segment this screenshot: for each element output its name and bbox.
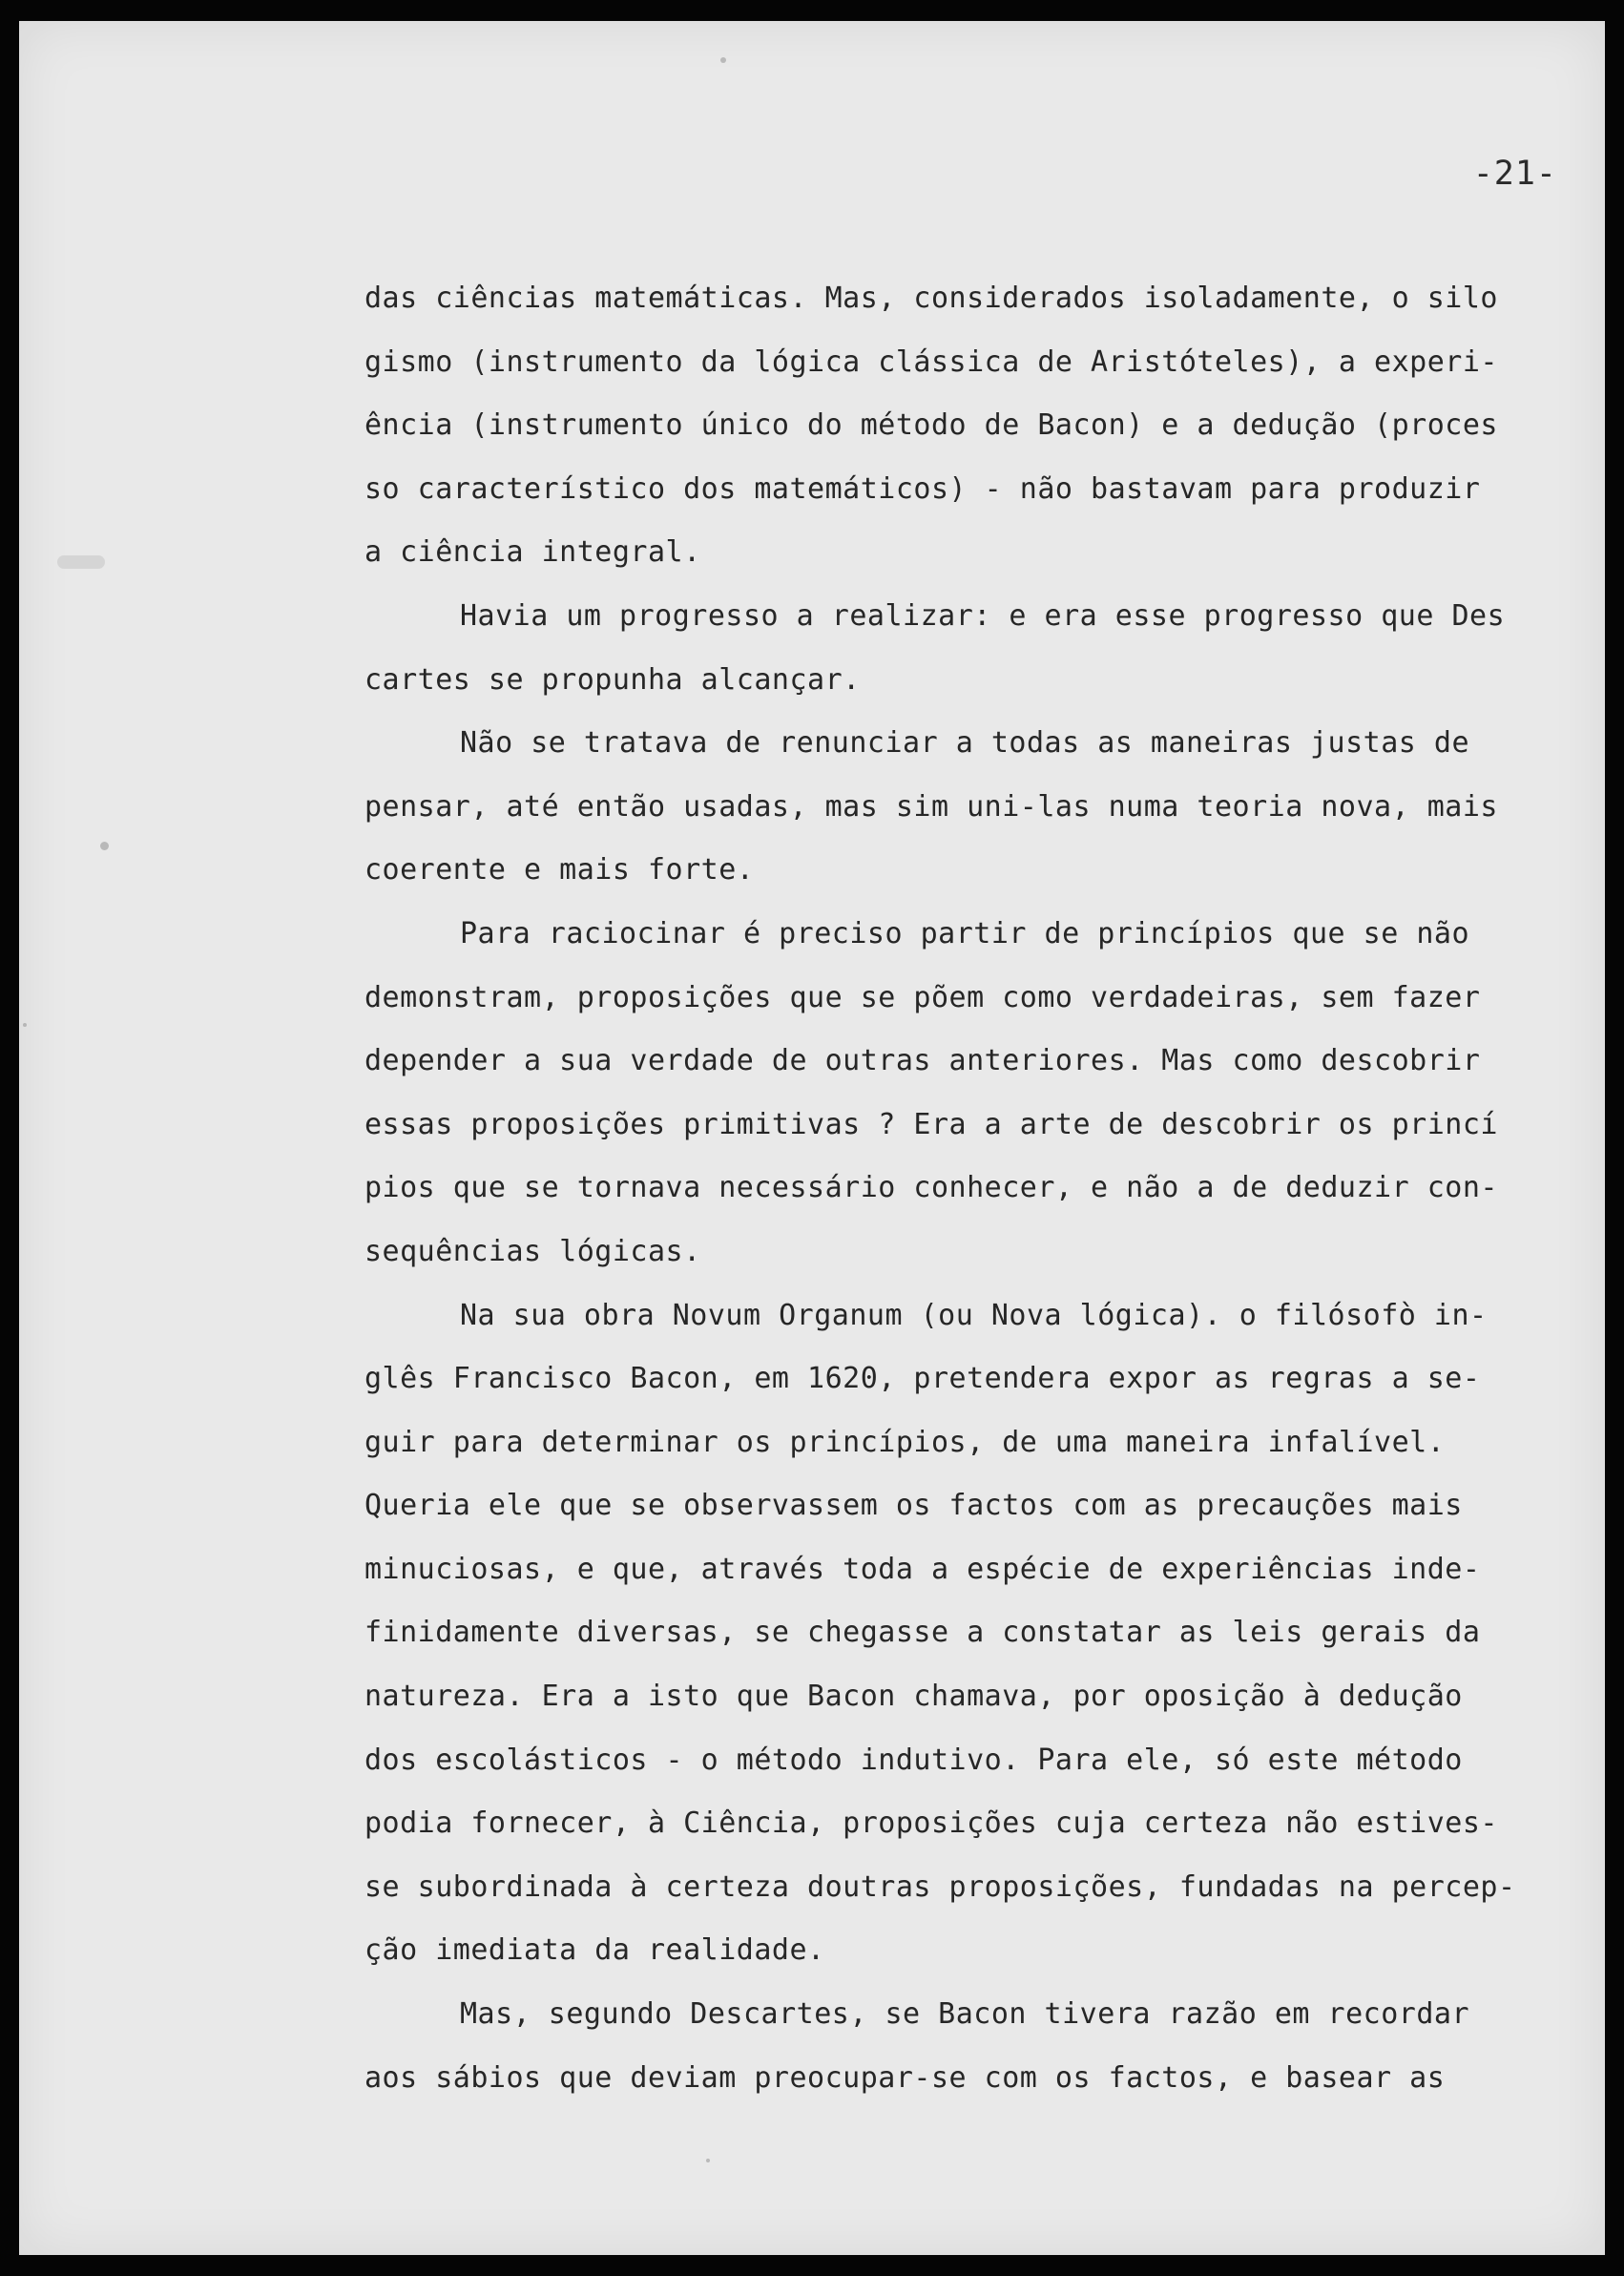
typewritten-text: [364, 267, 1614, 2110]
text-line: essas proposições primitivas ? Era a arte de descobrir os princí: [364, 1107, 1498, 1141]
text-line: pensar, até então usadas, mas sim uni-las numa teoria nova, mais: [364, 789, 1498, 824]
paper-speck: [720, 57, 726, 63]
typed-page: [19, 21, 1605, 2255]
text-line: Queria ele que se observassem os factos com as precauções mais: [364, 1489, 1463, 1523]
text-line: das ciências matemáticas. Mas, considerados isoladamente, o silo: [364, 282, 1498, 315]
text-line: guir para determinar os princípios, de uma maneira infalível.: [364, 1425, 1446, 1459]
paper-speck: [706, 2159, 710, 2162]
text-line: cartes se propunha alcançar.: [364, 662, 861, 697]
text-line: glês Francisco Bacon, em 1620, pretendera expor as regras a se-: [364, 1362, 1481, 1396]
text-line: Não se tratava de renunciar a todas as maneiras justas de: [460, 726, 1470, 761]
text-line: depender a sua verdade de outras anteriores. Mas como descobrir: [364, 1044, 1481, 1078]
paper-speck: [23, 1023, 27, 1027]
page-number: -21-: [1472, 155, 1557, 193]
paper-speck: [57, 555, 105, 569]
text-line: pios que se tornava necessário conhecer, e não a de deduzir con-: [364, 1171, 1498, 1205]
text-line: a ciência integral.: [364, 535, 701, 570]
text-line: Havia um progresso a realizar: e era esse progresso que Des: [460, 598, 1506, 633]
text-line: podia fornecer, à Ciência, proposições cuja certeza não estives-: [364, 1806, 1498, 1841]
text-line: se subordinada à certeza doutras proposições, fundadas na percep-: [364, 1869, 1516, 1904]
text-line: coerente e mais forte.: [364, 853, 755, 887]
text-line: sequências lógicas.: [364, 1234, 701, 1268]
text-line: dos escolásticos - o método indutivo. Para ele, só este método: [364, 1743, 1463, 1777]
text-line: Mas, segundo Descartes, se Bacon tivera razão em recordar: [460, 1997, 1470, 2032]
text-line: gismo (instrumento da lógica clássica de Aristóteles), a experi-: [364, 345, 1498, 379]
text-line: ência (instrumento único do método de Bacon) e a dedução (proces: [364, 408, 1498, 443]
text-line: ção imediata da realidade.: [364, 1933, 825, 1968]
text-line: finidamente diversas, se chegasse a constatar as leis gerais da: [364, 1616, 1481, 1650]
text-line: demonstram, proposições que se põem como verdadeiras, sem fazer: [364, 980, 1481, 1014]
text-line: Na sua obra Novum Organum (ou Nova lógica). o filósofò in-: [460, 1298, 1488, 1332]
text-line: natureza. Era a isto que Bacon chamava, por oposição à dedução: [364, 1680, 1463, 1714]
text-line: minuciosas, e que, através toda a espécie de experiências inde-: [364, 1552, 1481, 1586]
text-line: Para raciocinar é preciso partir de princípios que se não: [460, 916, 1470, 950]
text-line: so característico dos matemáticos) - não bastavam para produzir: [364, 471, 1481, 506]
text-line: aos sábios que deviam preocupar-se com os factos, e basear as: [364, 2060, 1446, 2095]
paper-speck: [100, 842, 109, 850]
